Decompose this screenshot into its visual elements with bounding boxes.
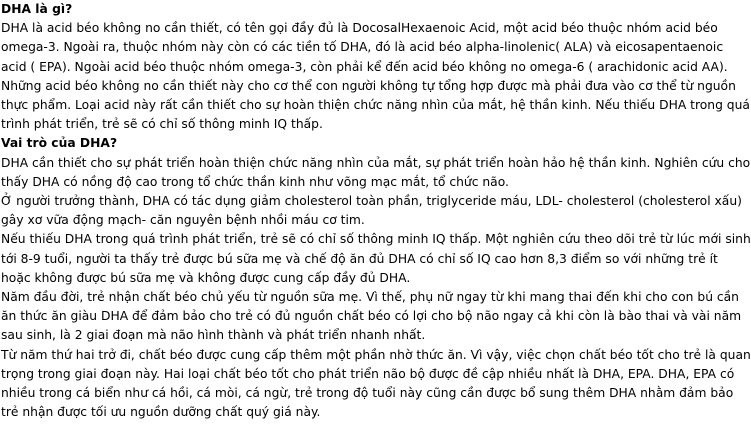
section-heading-what-is-dha: DHA là gì? bbox=[1, 2, 73, 16]
paragraph-second-year-fats: Từ năm thứ hai trở đi, chất béo được cung cấp thêm một phần nhờ thức ăn. Vì vậy, việc chọn chất béo tốt cho trẻ là quan trọng trong giai đoạn này. Hai loại chất béo tốt cho phát triển não bộ được đề cập nhiều nhất là DHA, EPA. DHA, EPA có nhiều trong cá biển như cá hồi, cá mòi, cá ngừ, trẻ trong độ tuổi này cũng cần được bổ sung thêm DHA nhằm đảm bảo trẻ nhận được tối ưu nguồn dưỡng chất quý giá này. bbox=[1, 347, 751, 420]
paragraph-dha-definition: DHA là acid béo không no cần thiết, có tên gọi đầy đủ là DocosalHexaenoic Acid, một acid béo thuộc nhóm acid béo omega-3. Ngoài ra, thuộc nhóm này còn có các tiền tố DHA, đó là acid béo alpha-linolenic( ALA) và eicosapentaenoic acid ( EPA). Ngoài acid béo thuộc nhóm omega-3, còn phải kể đến acid béo không no omega-6 ( arachidonic acid AA). Những acid béo không no cần thiết này cho cơ thể con người không tự tổng hợp được mà phải đưa vào cơ thể từ nguồn thực phẩm. Loại acid này rất cần thiết cho sự hoàn thiện chức năng nhìn của mắt, hệ thần kinh. Nếu thiếu DHA trong quá trình phát triển, trẻ sẽ có chỉ số thông minh IQ thấp. bbox=[1, 21, 750, 132]
paragraph-first-year-breastmilk: Năm đầu đời, trẻ nhận chất béo chủ yếu từ nguồn sữa mẹ. Vì thế, phụ nữ ngay từ khi mang thai đến khi cho con bú cần ăn thức ăn giàu DHA để đảm bảo cho trẻ có đủ nguồn chất béo có lợi cho bộ não ngay cả khi còn là bào thai và vài năm sau sinh, là 2 giai đoạn mà não hình thành và phát triển nhanh nhất. bbox=[1, 290, 742, 343]
section-heading-role-of-dha: Vai trò của DHA? bbox=[1, 136, 118, 151]
paragraph-iq-study: Nếu thiếu DHA trong quá trình phát triển, trẻ sẽ có chỉ số thông minh IQ thấp. Một nghiên cứu theo dõi trẻ từ lúc mới sinh tới 8-9 tuổi, người ta thấy trẻ được bú sữa mẹ và chế độ ăn đủ DHA có chỉ số IQ cao hơn 8,3 điểm so với những trẻ ít hoặc không được bú sữa mẹ và không được cung cấp đầy đủ DHA. bbox=[1, 232, 751, 285]
paragraph-adult-cholesterol: Ở người trưởng thành, DHA có tác dụng giảm cholesterol toàn phần, triglyceride máu, LDL- cholesterol (cholesterol xấu) gây xơ vữa động mạch- căn nguyên bệnh nhồi máu cơ tim. bbox=[1, 194, 742, 228]
paragraph-vision-nervous-system: DHA cần thiết cho sự phát triển hoàn thiện chức năng nhìn của mắt, sự phát triển hoàn hảo hệ thần kinh. Nghiên cứu cho thấy DHA có nồng độ cao trong tổ chức thần kinh như võng mạc mắt, tổ chức não. bbox=[1, 155, 751, 189]
